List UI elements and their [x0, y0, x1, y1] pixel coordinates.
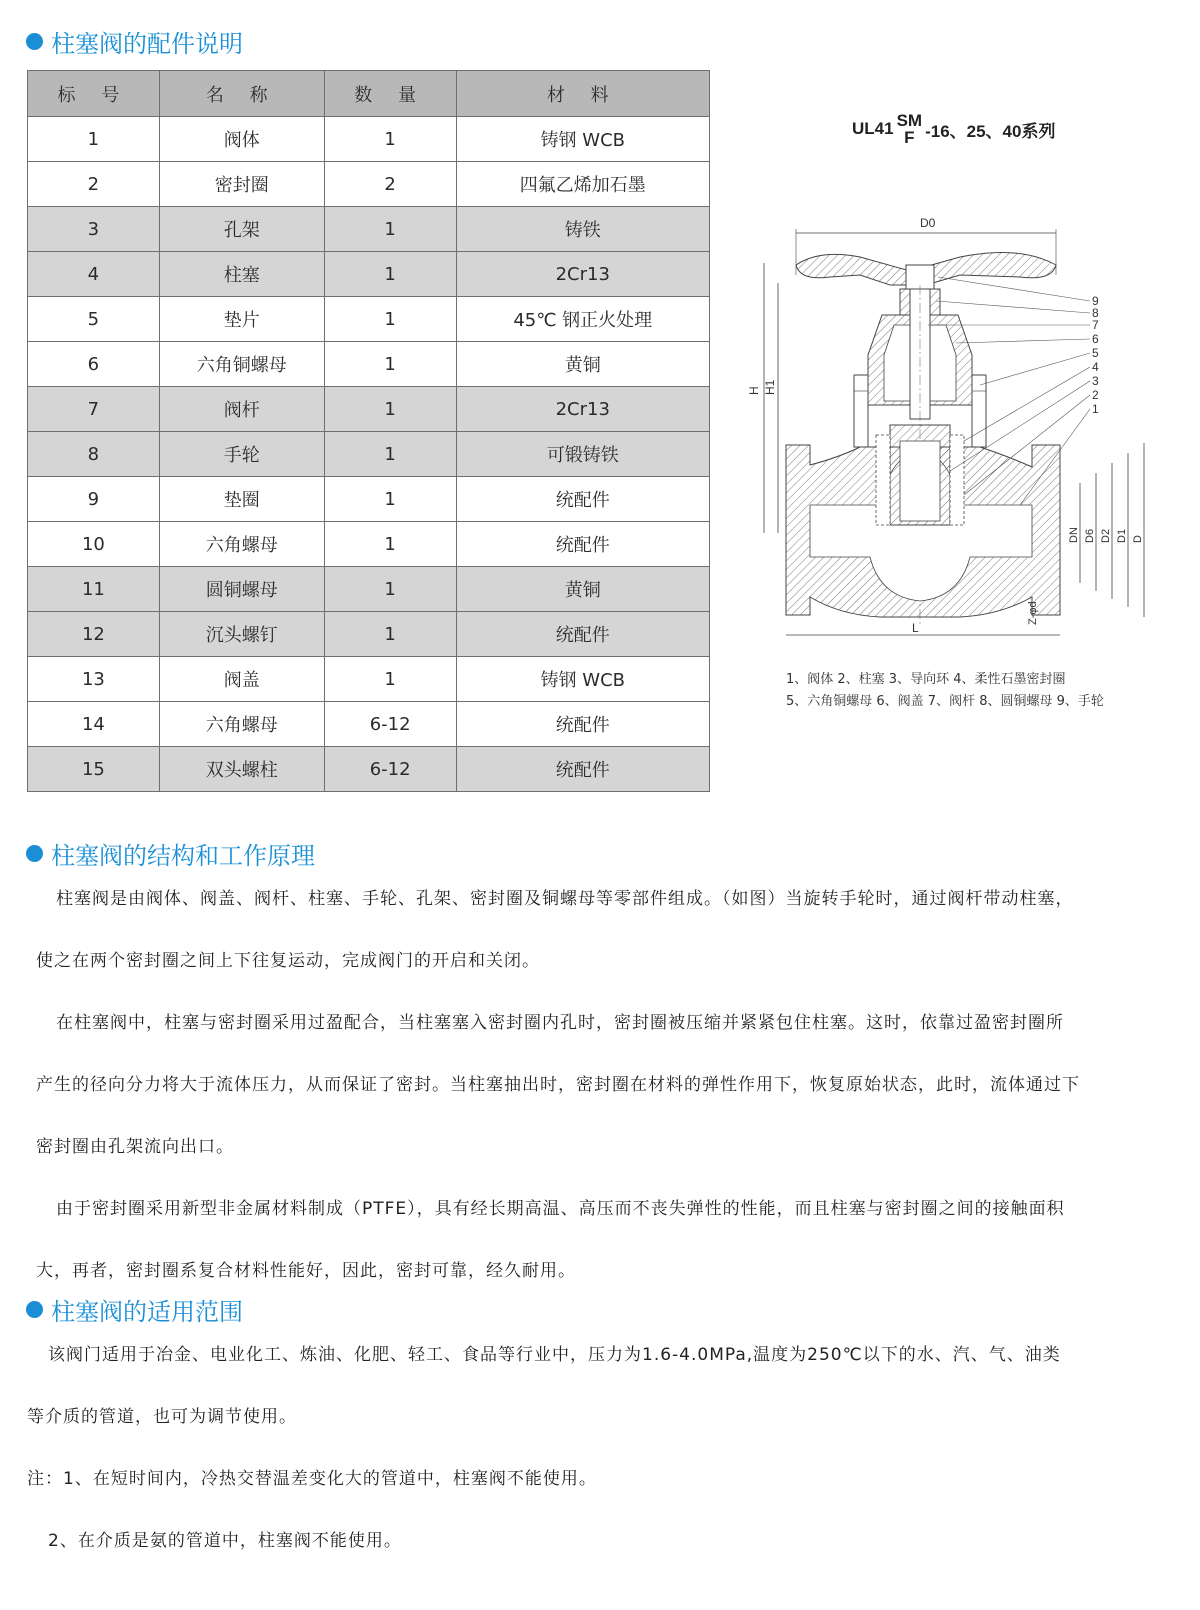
table-row	[28, 297, 710, 342]
table-row	[28, 567, 710, 612]
model-sub: F	[904, 128, 915, 147]
cell-qty: 6-12	[324, 747, 456, 792]
cell-material: 黄铜	[456, 567, 709, 612]
dim-label-h: H	[747, 386, 761, 395]
model-variant-stack	[897, 112, 923, 146]
cell-qty: 2	[324, 162, 456, 207]
application-section-title: 柱塞阀的适用范围	[51, 1298, 243, 1326]
cell-qty: 1	[324, 207, 456, 252]
structure-section-title: 柱塞阀的结构和工作原理	[51, 842, 315, 870]
application-note-line: 注：1、在短时间内，冷热交替温差变化大的管道中，柱塞阀不能使用。	[27, 1469, 597, 1489]
table-row	[28, 702, 710, 747]
cell-no: 4	[28, 252, 160, 297]
cell-qty: 1	[324, 477, 456, 522]
cell-name: 沉头螺钉	[159, 612, 324, 657]
stud-bolt-left	[854, 375, 868, 447]
dim-label-h1: H1	[763, 379, 777, 395]
legend-line-2: 5、六角铜螺母 6、阀盖 7、阀杆 8、圆铜螺母 9、手轮	[786, 694, 1104, 709]
cell-name: 密封圈	[159, 162, 324, 207]
stud-bolt-right	[972, 375, 986, 447]
bullet-icon	[26, 33, 43, 50]
dim-label-d6: D6	[1084, 528, 1096, 543]
cell-no: 1	[28, 117, 160, 162]
cell-material: 铸铁	[456, 207, 709, 252]
cell-material: 可锻铸铁	[456, 432, 709, 477]
table-row	[28, 432, 710, 477]
cell-no: 14	[28, 702, 160, 747]
callout-8: 8	[1092, 306, 1099, 320]
cell-material: 黄铜	[456, 342, 709, 387]
valve-cross-section-drawing	[747, 205, 1180, 665]
cell-no: 2	[28, 162, 160, 207]
cell-qty: 1	[324, 387, 456, 432]
dim-label-d0: D0	[920, 216, 936, 230]
cell-no: 12	[28, 612, 160, 657]
cell-qty: 1	[324, 117, 456, 162]
cell-no: 11	[28, 567, 160, 612]
cell-material: 四氟乙烯加石墨	[456, 162, 709, 207]
callout-3: 3	[1092, 374, 1099, 388]
cell-material: 统配件	[456, 702, 709, 747]
cell-name: 阀体	[159, 117, 324, 162]
model-prefix: UL41	[852, 119, 894, 138]
cell-no: 15	[28, 747, 160, 792]
table-row	[28, 477, 710, 522]
structure-paragraph-line: 在柱塞阀中，柱塞与密封圈采用过盈配合，当柱塞塞入密封圈内孔时，密封圈被压缩并紧紧包住柱塞。这时，依靠过盈密封圈所	[56, 1013, 1064, 1033]
cell-name: 圆铜螺母	[159, 567, 324, 612]
legend-line-1: 1、阀体 2、柱塞 3、导向环 4、柔性石墨密封圈	[786, 672, 1066, 687]
cell-material: 统配件	[456, 747, 709, 792]
column-header-name: 名 称	[159, 71, 324, 117]
application-paragraph-line: 该阀门适用于冶金、电业化工、炼油、化肥、轻工、食品等行业中，压力为1.6-4.0MPa,温度为250℃以下的水、汽、气、油类	[48, 1345, 1061, 1365]
cell-no: 9	[28, 477, 160, 522]
cell-material: 统配件	[456, 477, 709, 522]
table-row	[28, 387, 710, 432]
model-title	[852, 112, 1055, 146]
cell-material: 2Cr13	[456, 252, 709, 297]
cell-no: 7	[28, 387, 160, 432]
application-note-line: 2、在介质是氨的管道中，柱塞阀不能使用。	[48, 1531, 402, 1551]
cell-name: 六角螺母	[159, 702, 324, 747]
structure-paragraph-line: 使之在两个密封圈之间上下往复运动，完成阀门的开启和关闭。	[36, 951, 540, 971]
table-row	[28, 522, 710, 567]
structure-paragraph-line: 柱塞阀是由阀体、阀盖、阀杆、柱塞、手轮、孔架、密封圈及铜螺母等零部件组成。（如图）当旋转手轮时，通过阀杆带动柱塞，	[56, 889, 1074, 909]
application-section-heading	[26, 1292, 243, 1327]
cell-name: 手轮	[159, 432, 324, 477]
callout-7: 7	[1092, 318, 1099, 332]
callout-1: 1	[1092, 402, 1099, 416]
structure-paragraph-line: 大，再者，密封圈系复合材料性能好，因此，密封可靠，经久耐用。	[36, 1261, 576, 1281]
table-header-row	[28, 71, 710, 117]
cell-name: 双头螺柱	[159, 747, 324, 792]
column-header-material: 材 料	[456, 71, 709, 117]
table-row	[28, 117, 710, 162]
cell-qty: 6-12	[324, 702, 456, 747]
application-paragraph-line: 等介质的管道，也可为调节使用。	[27, 1407, 297, 1427]
cell-name: 柱塞	[159, 252, 324, 297]
callout-4: 4	[1092, 360, 1099, 374]
dim-label-d: D	[1132, 535, 1144, 543]
cell-name: 六角铜螺母	[159, 342, 324, 387]
structure-section-heading	[26, 836, 315, 871]
column-header-no: 标 号	[28, 71, 160, 117]
cell-name: 孔架	[159, 207, 324, 252]
dim-label-l: L	[912, 621, 919, 635]
cell-no: 8	[28, 432, 160, 477]
cell-qty: 1	[324, 567, 456, 612]
cell-no: 3	[28, 207, 160, 252]
table-row	[28, 342, 710, 387]
structure-paragraph-line: 由于密封圈采用新型非金属材料制成（PTFE），具有经长期高温、高压而不丧失弹性的性能，而且柱塞与密封圈之间的接触面积	[56, 1199, 1065, 1219]
cell-no: 13	[28, 657, 160, 702]
cell-name: 六角螺母	[159, 522, 324, 567]
dim-label-d2: D2	[1100, 528, 1112, 543]
callout-5: 5	[1092, 346, 1099, 360]
table-row	[28, 657, 710, 702]
callout-9: 9	[1092, 294, 1099, 308]
parts-section-heading	[26, 24, 243, 59]
cell-material: 统配件	[456, 612, 709, 657]
table-row	[28, 252, 710, 297]
parts-table	[27, 70, 710, 792]
seal-ring-left	[876, 435, 890, 525]
dim-label-z: Z-φd	[1027, 601, 1039, 625]
structure-paragraph-line: 密封圈由孔架流向出口。	[36, 1137, 234, 1157]
cell-name: 阀杆	[159, 387, 324, 432]
cell-qty: 1	[324, 522, 456, 567]
cell-material: 45℃ 钢正火处理	[456, 297, 709, 342]
table-row	[28, 207, 710, 252]
column-header-qty: 数 量	[324, 71, 456, 117]
model-sup: SM	[896, 111, 923, 130]
structure-paragraph-line: 产生的径向分力将大于流体压力，从而保证了密封。当柱塞抽出时，密封圈在材料的弹性作用下，恢复原始状态，此时，流体通过下	[36, 1075, 1080, 1095]
cell-name: 垫片	[159, 297, 324, 342]
cell-no: 10	[28, 522, 160, 567]
table-row	[28, 612, 710, 657]
cell-material: 统配件	[456, 522, 709, 567]
bullet-icon	[26, 1301, 43, 1318]
callout-6: 6	[1092, 332, 1099, 346]
cell-qty: 1	[324, 432, 456, 477]
model-suffix: -16、25、40系列	[925, 121, 1056, 141]
table-row	[28, 162, 710, 207]
dim-label-dn: DN	[1068, 527, 1080, 543]
cell-qty: 1	[324, 252, 456, 297]
dim-label-d1: D1	[1116, 528, 1128, 543]
cell-material: 2Cr13	[456, 387, 709, 432]
cell-qty: 1	[324, 612, 456, 657]
cell-qty: 1	[324, 297, 456, 342]
cell-material: 铸钢 WCB	[456, 117, 709, 162]
parts-section-title: 柱塞阀的配件说明	[51, 30, 243, 58]
table-row	[28, 747, 710, 792]
bullet-icon	[26, 845, 43, 862]
cell-material: 铸钢 WCB	[456, 657, 709, 702]
cell-no: 5	[28, 297, 160, 342]
cell-qty: 1	[324, 657, 456, 702]
callout-2: 2	[1092, 388, 1099, 402]
cell-name: 垫圈	[159, 477, 324, 522]
seal-ring-right	[950, 435, 964, 525]
cell-name: 阀盖	[159, 657, 324, 702]
cell-qty: 1	[324, 342, 456, 387]
cell-no: 6	[28, 342, 160, 387]
